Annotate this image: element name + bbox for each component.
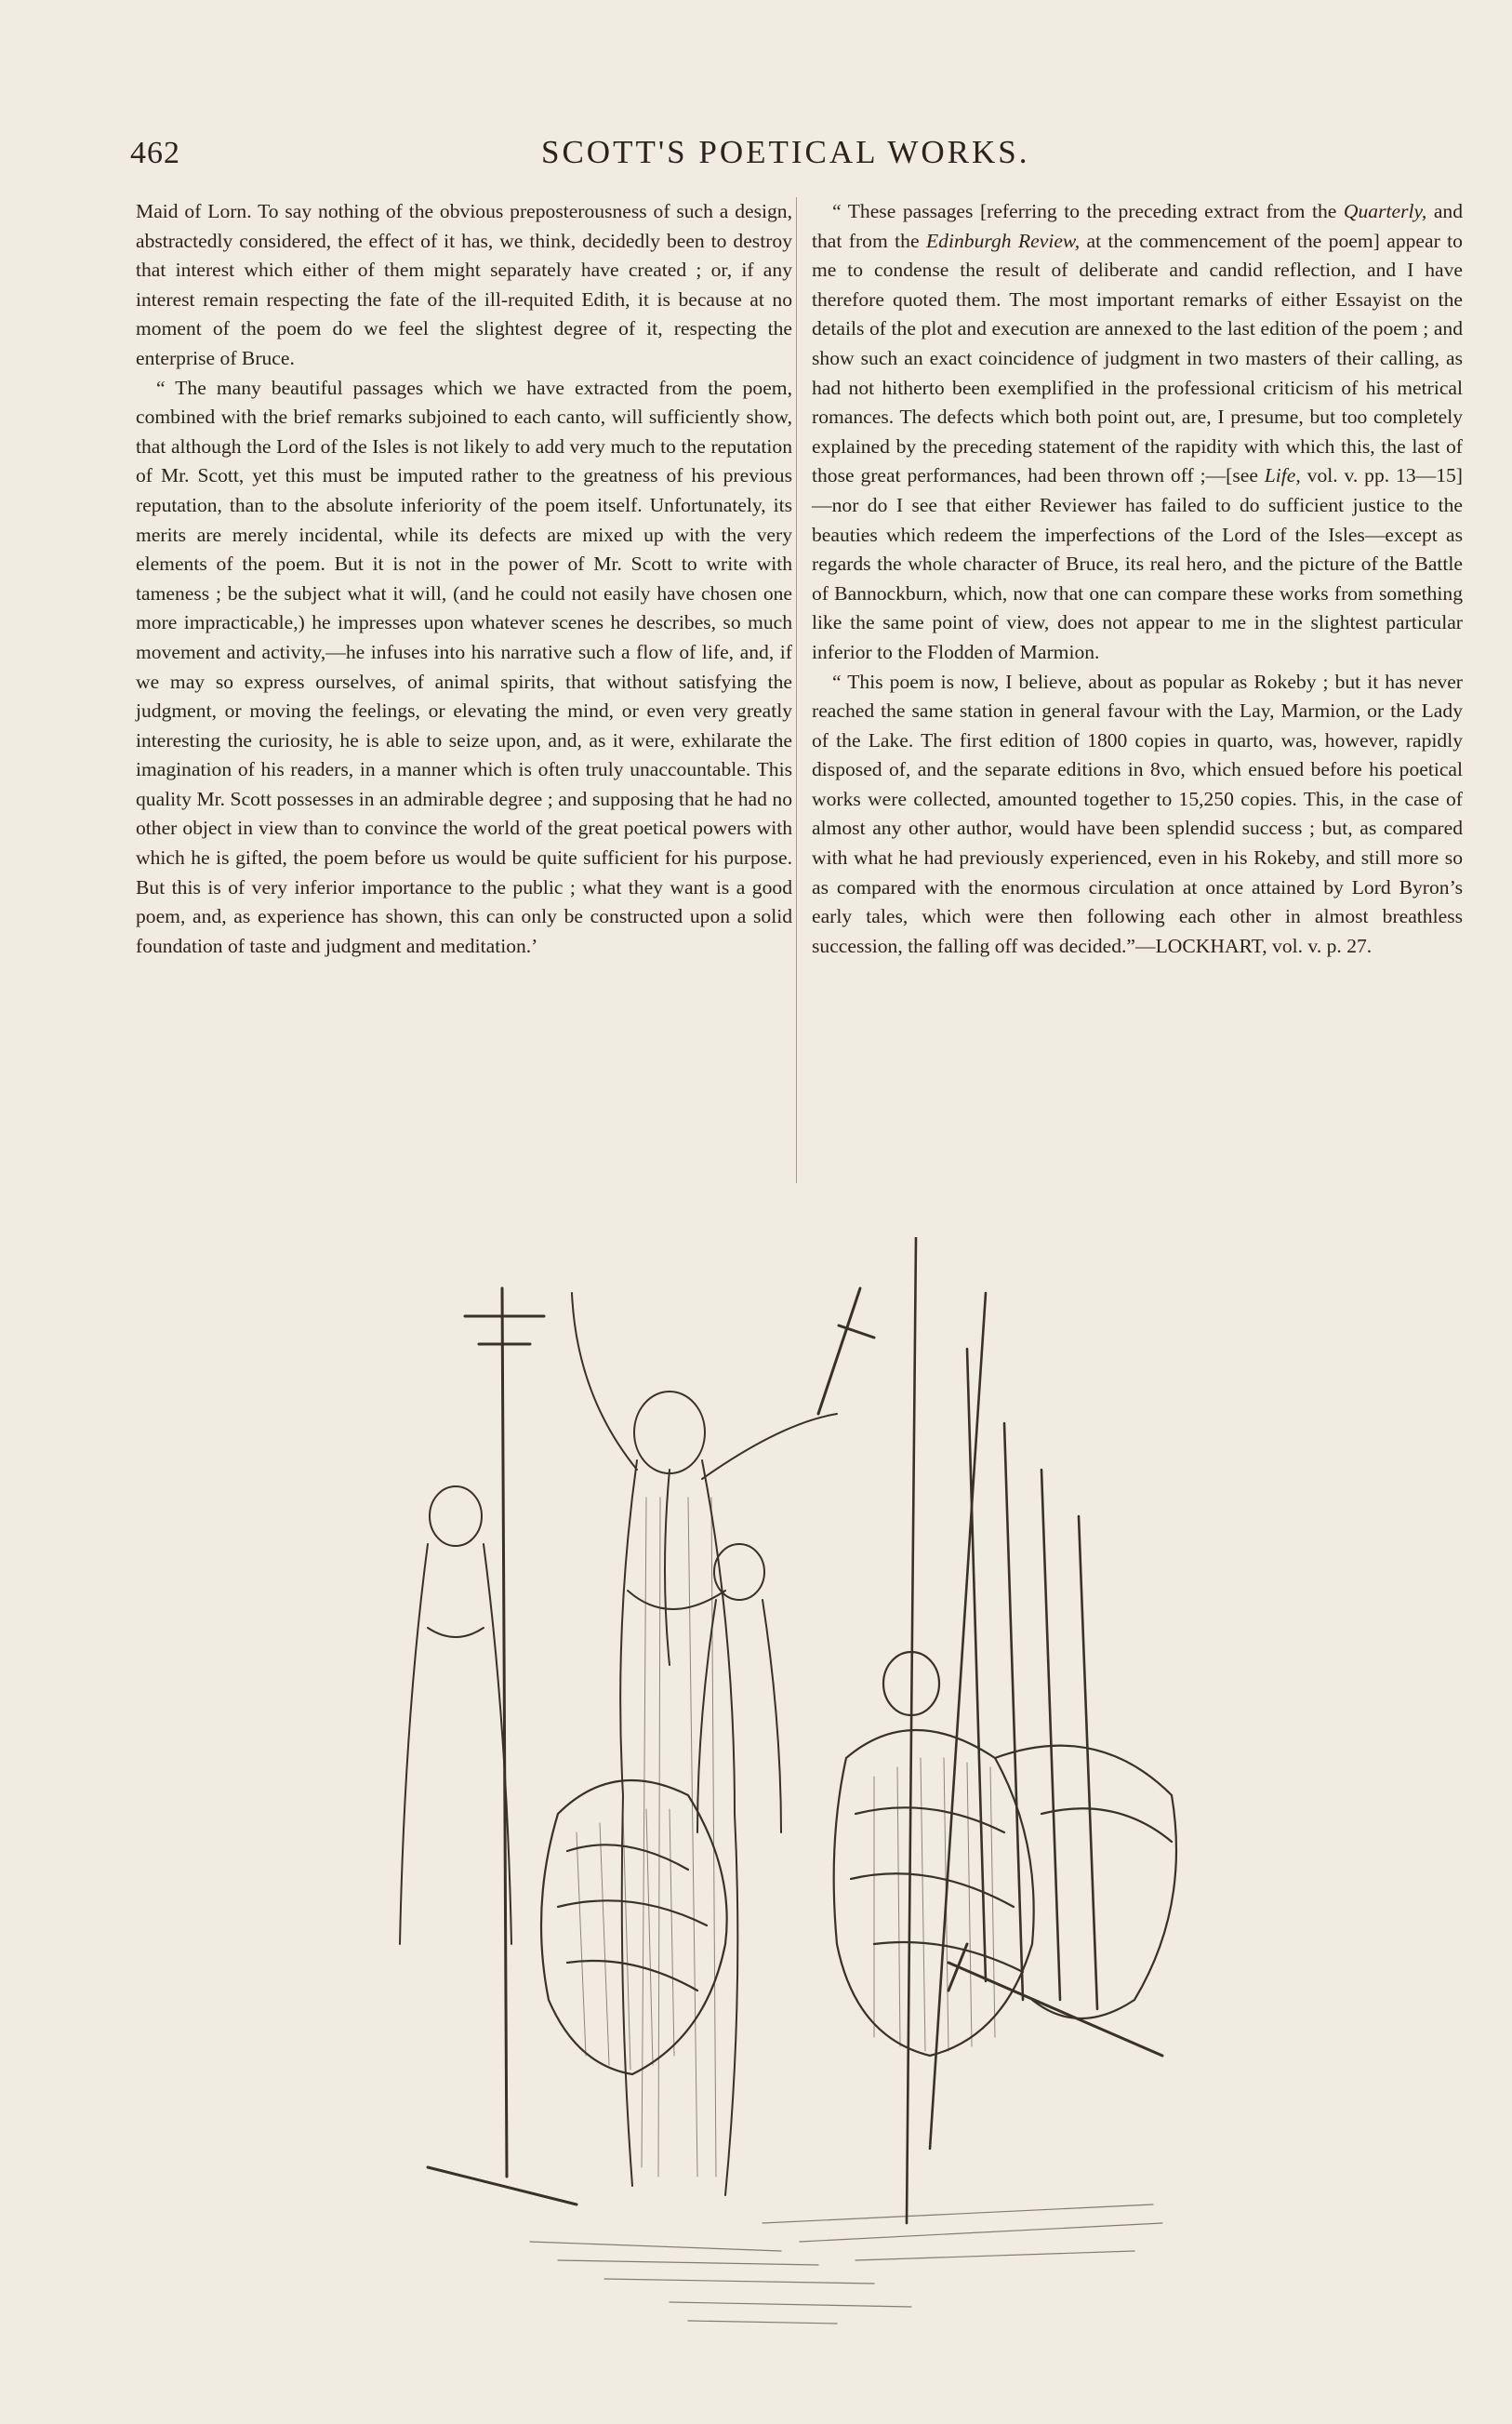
column-divider (796, 197, 797, 1183)
italic-title-quarterly: Quarterly, (1343, 200, 1427, 222)
text-run: and that from the (812, 200, 1464, 252)
text-run: vol. v. pp. 13—15]—nor do I see that either Reviewer has failed to do sufficient justice to the beauties which redeem the imperfections of the Lord of the Isles—except as regards the whole character of Bruce, its real hero, and the picture of the Battle of Bannockburn, which, now that one can compare these works from something like the same point of view, does not appear to me in the slightest particular inferior to the Flodden of Marmion. (812, 464, 1463, 663)
italic-title-life: Life, (1264, 464, 1301, 487)
engraving-illustration (391, 1237, 1227, 2344)
right-text-column (812, 197, 1463, 961)
text-run: “ These passages [referring to the preceding extract from the (832, 200, 1344, 222)
italic-title-edinburgh-review: Edinburgh Review, (925, 229, 1081, 252)
page-header (130, 128, 1060, 184)
page-number: 462 (130, 136, 180, 170)
text-run: at the commencement of the poem] appear to me to condense the result of deliberate and candid reflection, and I have therefore quoted them. The most important remarks of either Essayist on the details of the plot and execution are annexed to the last edition of the poem ; and show such an exact coincidence of judgment in two masters of their calling, as had not hitherto been exemplified in the professional criticism of his metrical romances. The defects which both point out, are, I presume, but too completely explained by the preceding statement of the rapidity with which this, the last of those great performances, had been thrown off ;—[see (812, 229, 1463, 487)
left-paragraph-1: Maid of Lorn. To say nothing of the obvious preposterousness of such a design, abstractedly considered, the effect of it has, we think, decidedly been to destroy that interest which either of them might separately have created ; or, if any interest remain respecting the fate of the ill-requited Edith, it is because at no moment of the poem do we feel the slightest degree of it, respecting the enterprise of Bruce. (136, 200, 792, 369)
left-text-column (136, 197, 792, 961)
cross-staff (465, 1288, 544, 2177)
running-title: SCOTT'S POETICAL WORKS. (541, 134, 1030, 170)
right-paragraph-1 (812, 197, 1463, 668)
left-paragraph-2: “ The many beautiful passages which we have extracted from the poem, combined with the brief remarks subjoined to each canto, will sufficiently show, that although the Lord of the Isles is not likely to add very much to the reputation of Mr. Scott, yet this must be imputed rather to the greatness of his previous reputation, than to the absolute inferiority of the poem itself. Unfortunately, its merits are merely incidental, while its defects are mixed up with the very elements of the poem. But it is not in the power of Mr. Scott to write with tameness ; be the subject what it will, (and he could not easily have chosen one more impracticable,) he impresses upon whatever scenes he describes, so much movement and activity,—he infuses into his narrative such a flow of life, and, if we may so express ourselves, of animal spirits, that without satisfying the judgment, or moving the feelings, or elevating the mind, or even very greatly interesting the curiosity, he is able to seize upon, and, as it were, exhilarate the imagination of his readers, in a manner which is often truly unaccountable. This quality Mr. Scott possesses in an admirable degree ; and supposing that he had no other object in view than to convince the world of the great poetical powers with which he is gifted, the poem before us would be quite sufficient for his purpose. But this is of very inferior importance to the public ; what they want is a good poem, and, as experience has shown, this can only be constructed upon a solid foundation of taste and judgment and meditation.’ (136, 376, 792, 957)
right-paragraph-2: “ This poem is now, I believe, about as popular as Rokeby ; but it has never reached the same station in general favour with the Lay, Marmion, or the Lady of the Lake. The first edition of 1800 copies in quarto, was, however, rapidly disposed of, and the separate editions in 8vo, which ensued before his poetical works were collected, amounted together to 15,250 copies. This, in the case of almost any other author, would have been splendid success ; but, as compared with what he had previously experienced, even in his Rokeby, and still more so as compared with the enormous circulation at once attained by Lord Byron’s early tales, which were then following each other in almost breathless succession, the falling off was decided.”—LOCKHART, vol. v. p. 27. (812, 670, 1463, 957)
